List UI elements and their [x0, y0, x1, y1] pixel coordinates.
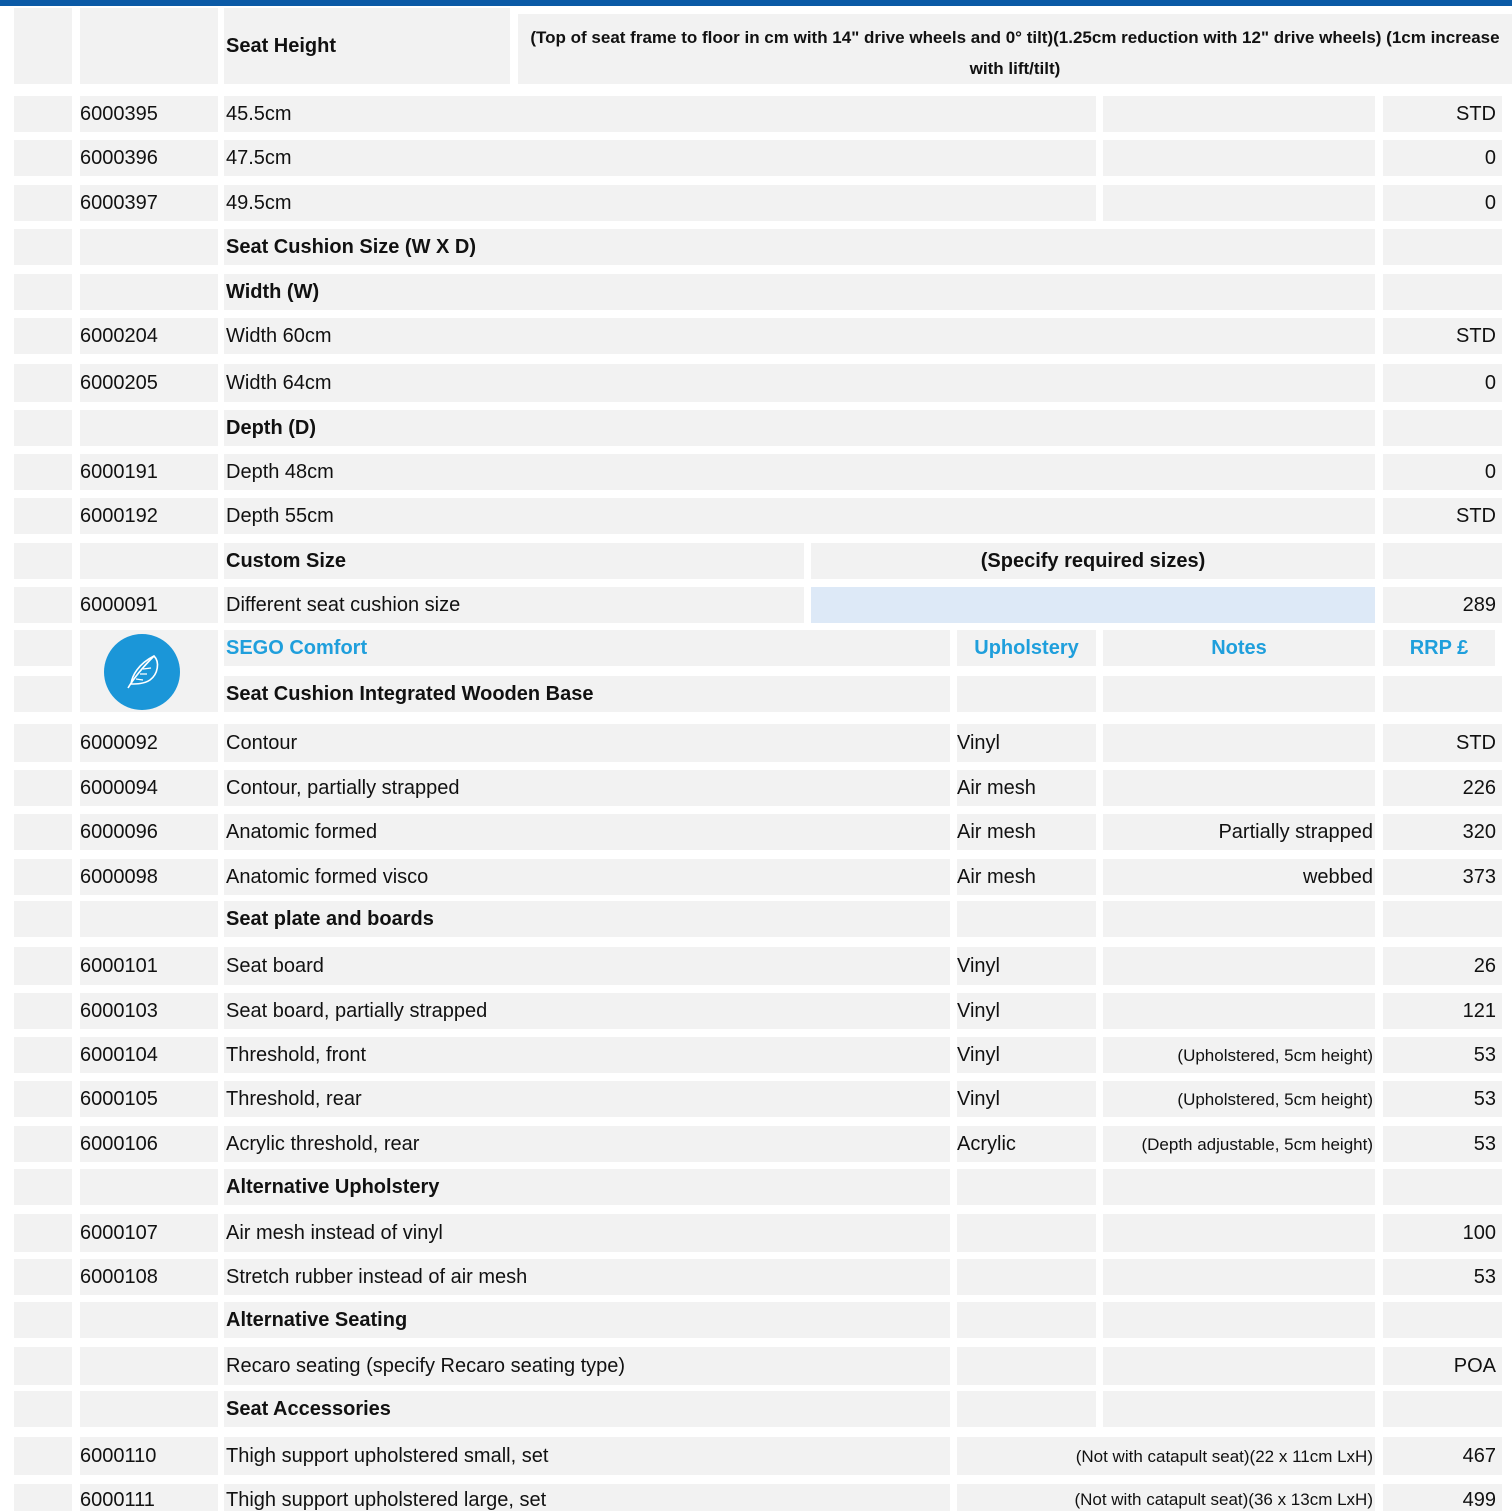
row-marker [14, 814, 72, 850]
row-marker [14, 1214, 72, 1252]
description-cell: Recaro seating (specify Recaro seating type) [224, 1347, 950, 1385]
description-cell: Depth 55cm [224, 498, 1375, 534]
notes-cell [1103, 676, 1375, 712]
upholstery-cell [957, 1169, 1096, 1205]
price-cell [1383, 901, 1502, 937]
row-marker [14, 364, 72, 402]
section-title: Seat Height [224, 8, 510, 84]
notes-cell [1103, 1391, 1375, 1427]
notes-cell [1103, 185, 1375, 221]
code-cell: 6000094 [80, 770, 218, 806]
price-cell: 499 [1383, 1484, 1502, 1511]
row-marker [14, 140, 72, 176]
code-cell: 6000397 [80, 185, 218, 221]
row-marker [14, 1484, 72, 1511]
price-cell [1383, 1302, 1502, 1338]
row-marker [14, 185, 72, 221]
code-cell [80, 410, 218, 446]
subsection-title: Custom Size [224, 543, 804, 579]
section-title: Seat Cushion Size (W X D) [224, 229, 1375, 265]
row-marker [14, 1037, 72, 1073]
top-accent-bar [0, 0, 1512, 6]
description-cell: Air mesh instead of vinyl [224, 1214, 950, 1252]
price-cell: 53 [1383, 1259, 1502, 1295]
upholstery-cell [957, 676, 1096, 712]
price-cell: STD [1383, 96, 1502, 132]
custom-size-note: (Specify required sizes) [811, 543, 1375, 579]
row-marker [14, 318, 72, 354]
row-marker [14, 993, 72, 1029]
code-cell: 6000104 [80, 1037, 218, 1073]
price-cell: 121 [1383, 993, 1502, 1029]
code-cell: 6000108 [80, 1259, 218, 1295]
subsection-title: Width (W) [224, 274, 1375, 310]
price-cell: POA [1383, 1347, 1502, 1385]
notes-cell: (Upholstered, 5cm height) [1103, 1037, 1375, 1073]
code-cell: 6000091 [80, 587, 218, 623]
price-cell: 467 [1383, 1437, 1502, 1475]
notes-cell [1103, 901, 1375, 937]
notes-cell [1103, 140, 1375, 176]
price-cell: 373 [1383, 859, 1502, 895]
row-marker [14, 1259, 72, 1295]
code-cell: 6000110 [80, 1437, 218, 1475]
description-cell: Width 60cm [224, 318, 1375, 354]
price-cell: 0 [1383, 140, 1502, 176]
col-header-price: RRP £ [1383, 630, 1495, 666]
section-title: Seat Cushion Integrated Wooden Base [224, 676, 950, 712]
upholstery-cell: Air mesh [957, 770, 1096, 806]
upholstery-cell: Air mesh [957, 859, 1096, 895]
code-cell [80, 274, 218, 310]
code-cell: 6000092 [80, 724, 218, 762]
notes-cell [1103, 96, 1375, 132]
upholstery-cell [957, 1302, 1096, 1338]
code-cell: 6000107 [80, 1214, 218, 1252]
notes-cell [1103, 1214, 1375, 1252]
row-marker [14, 901, 72, 937]
upholstery-cell: Acrylic [957, 1126, 1096, 1162]
description-cell: Depth 48cm [224, 454, 1375, 490]
subsection-title: Depth (D) [224, 410, 1375, 446]
notes-cell [1103, 1347, 1375, 1385]
description-cell: 47.5cm [224, 140, 1096, 176]
row-marker [14, 229, 72, 265]
row-marker [14, 676, 72, 712]
upholstery-cell: Vinyl [957, 1081, 1096, 1117]
row-marker [14, 1081, 72, 1117]
notes-cell: webbed [1103, 859, 1375, 895]
price-cell [1383, 676, 1502, 712]
code-cell [80, 1169, 218, 1205]
price-cell [1383, 410, 1502, 446]
code-cell: 6000106 [80, 1126, 218, 1162]
price-cell: 53 [1383, 1126, 1502, 1162]
price-cell [1383, 1169, 1502, 1205]
brand-title: SEGO Comfort [224, 630, 950, 666]
code-cell: 6000191 [80, 454, 218, 490]
notes-cell: (Upholstered, 5cm height) [1103, 1081, 1375, 1117]
seat-height-note: (Top of seat frame to floor in cm with 14" drive wheels and 0° tilt)(1.25cm reduction with 12" drive wheels) (1cm increase with lift/tilt) [518, 14, 1512, 84]
notes-cell [1103, 1259, 1375, 1295]
row-marker [14, 410, 72, 446]
code-cell: 6000101 [80, 947, 218, 985]
row-marker [14, 274, 72, 310]
custom-size-input[interactable] [811, 587, 1375, 623]
upholstery-cell [957, 1347, 1096, 1385]
section-title: Seat Accessories [224, 1391, 950, 1427]
upholstery-cell: Vinyl [957, 1037, 1096, 1073]
description-cell: Stretch rubber instead of air mesh [224, 1259, 950, 1295]
description-cell: Anatomic formed visco [224, 859, 950, 895]
code-cell: 6000204 [80, 318, 218, 354]
code-cell: 6000395 [80, 96, 218, 132]
notes-cell: (Depth adjustable, 5cm height) [1103, 1126, 1375, 1162]
row-marker [14, 454, 72, 490]
row-marker [14, 498, 72, 534]
row-marker [14, 1126, 72, 1162]
code-cell: 6000111 [80, 1484, 218, 1511]
price-cell: 320 [1383, 814, 1502, 850]
row-marker [14, 947, 72, 985]
price-cell: 53 [1383, 1081, 1502, 1117]
row-marker [14, 8, 72, 84]
description-cell: Contour, partially strapped [224, 770, 950, 806]
code-cell: 6000098 [80, 859, 218, 895]
description-cell: Seat board, partially strapped [224, 993, 950, 1029]
row-marker [14, 770, 72, 806]
notes-cell [1103, 1169, 1375, 1205]
price-cell [1383, 543, 1502, 579]
section-title: Alternative Upholstery [224, 1169, 950, 1205]
upholstery-cell [957, 1259, 1096, 1295]
description-cell: Thigh support upholstered large, set [224, 1484, 950, 1511]
upholstery-cell [957, 1214, 1096, 1252]
upholstery-cell: Vinyl [957, 947, 1096, 985]
upholstery-cell: Vinyl [957, 993, 1096, 1029]
row-marker [14, 1437, 72, 1475]
price-cell: 226 [1383, 770, 1502, 806]
description-cell: Seat board [224, 947, 950, 985]
upholstery-cell: Vinyl [957, 724, 1096, 762]
price-cell [1383, 229, 1502, 265]
notes-cell: Partially strapped [1103, 814, 1375, 850]
code-cell: 6000192 [80, 498, 218, 534]
description-cell: Threshold, rear [224, 1081, 950, 1117]
row-marker [14, 1347, 72, 1385]
description-cell: Different seat cushion size [224, 587, 804, 623]
code-cell [80, 1347, 218, 1385]
notes-cell: (Not with catapult seat)(22 x 11cm LxH) [957, 1437, 1375, 1475]
price-cell: STD [1383, 724, 1502, 762]
price-cell: STD [1383, 498, 1502, 534]
section-title: Alternative Seating [224, 1302, 950, 1338]
description-cell: Contour [224, 724, 950, 762]
notes-cell [1103, 947, 1375, 985]
code-cell [80, 8, 218, 84]
section-title: Seat plate and boards [224, 901, 950, 937]
price-cell: 26 [1383, 947, 1502, 985]
row-marker [14, 543, 72, 579]
code-cell [80, 229, 218, 265]
description-cell: 49.5cm [224, 185, 1096, 221]
code-cell [80, 1302, 218, 1338]
code-cell: 6000396 [80, 140, 218, 176]
code-cell: 6000096 [80, 814, 218, 850]
notes-cell: (Not with catapult seat)(36 x 13cm LxH) [957, 1484, 1375, 1511]
row-marker [14, 587, 72, 623]
description-cell: Acrylic threshold, rear [224, 1126, 950, 1162]
code-cell: 6000105 [80, 1081, 218, 1117]
row-marker [14, 630, 72, 666]
row-marker [14, 1302, 72, 1338]
col-header-upholstery: Upholstery [957, 630, 1096, 666]
code-cell [80, 901, 218, 937]
price-cell: 0 [1383, 185, 1502, 221]
description-cell: Threshold, front [224, 1037, 950, 1073]
row-marker [14, 1169, 72, 1205]
upholstery-cell [957, 901, 1096, 937]
code-cell [80, 543, 218, 579]
price-cell: 53 [1383, 1037, 1502, 1073]
row-marker [14, 1391, 72, 1427]
notes-cell [1103, 770, 1375, 806]
col-header-notes: Notes [1103, 630, 1375, 666]
code-cell: 6000205 [80, 364, 218, 402]
notes-cell [1103, 1302, 1375, 1338]
price-cell: 289 [1383, 587, 1502, 623]
price-cell: 0 [1383, 364, 1502, 402]
row-marker [14, 859, 72, 895]
notes-cell [1103, 724, 1375, 762]
price-cell [1383, 1391, 1502, 1427]
row-marker [14, 724, 72, 762]
description-cell: Anatomic formed [224, 814, 950, 850]
code-cell [80, 1391, 218, 1427]
price-cell [1383, 274, 1502, 310]
code-cell: 6000103 [80, 993, 218, 1029]
feather-icon [104, 634, 180, 710]
price-cell: STD [1383, 318, 1502, 354]
description-cell: Thigh support upholstered small, set [224, 1437, 950, 1475]
description-cell: Width 64cm [224, 364, 1375, 402]
description-cell: 45.5cm [224, 96, 1096, 132]
price-cell: 0 [1383, 454, 1502, 490]
notes-cell [1103, 993, 1375, 1029]
upholstery-cell [957, 1391, 1096, 1427]
row-marker [14, 96, 72, 132]
price-cell: 100 [1383, 1214, 1502, 1252]
upholstery-cell: Air mesh [957, 814, 1096, 850]
